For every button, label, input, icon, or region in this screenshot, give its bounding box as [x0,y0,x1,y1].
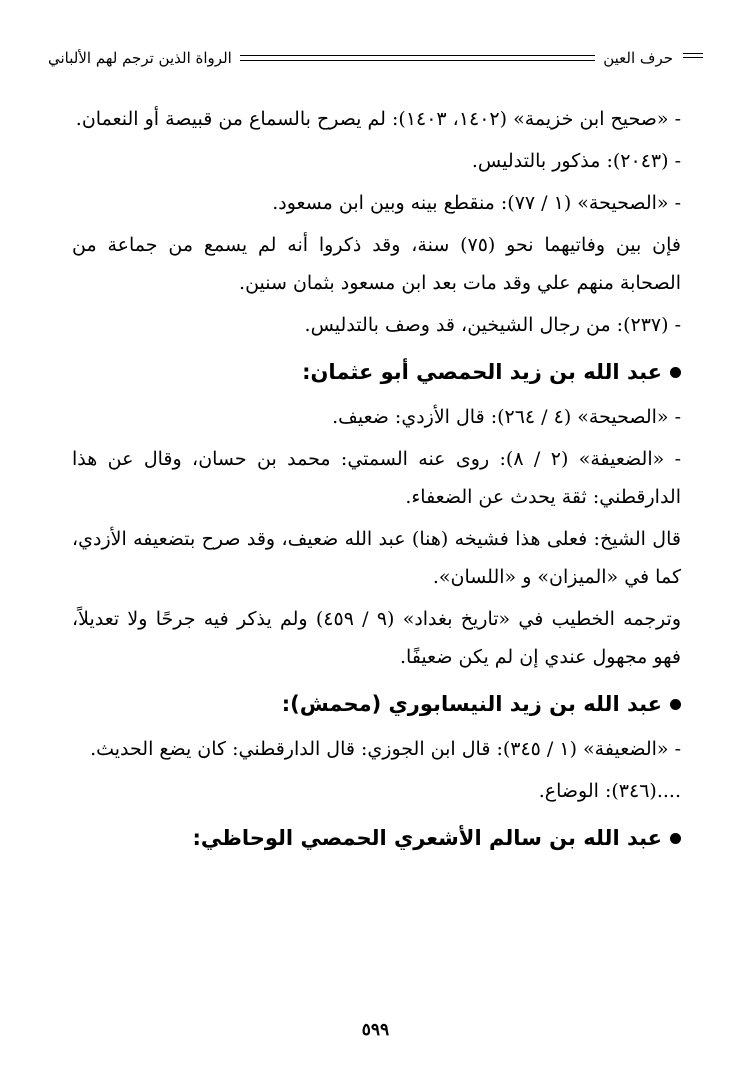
narrator-heading [72,818,681,858]
body-paragraph: فإن بين وفاتيهما نحو (٧٥) سنة، وقد ذكروا أنه لم يسمع من جماعة من الصحابة منهم علي وقد مات بعد ابن مسعود بثمان سنين. [72,234,681,294]
narrator-heading [72,684,681,724]
entry-line: - «الضعيفة» (٢ / ٨): روى عنه السمتي: محمد بن حسان، وقال عن هذا الدارقطني: ثقة يحدث عن الضعفاء. [72,448,682,508]
entry-line: - «صحيح ابن خزيمة» (١٤٠٢، ١٤٠٣): لم يصرح بالسماع من قبيصة أو النعمان. [75,108,681,130]
book-title: الرواة الذين ترجم لهم الألباني [48,49,232,67]
entry-line: - «الضعيفة» (١ / ٣٤٥): قال ابن الجوزي: قال الدارقطني: كان يضع الحديث. [90,738,681,760]
body-paragraph: قال الشيخ: فعلى هذا فشيخه (هنا) عبد الله ضعيف، وقد صرح بتضعيفه الأزدي، كما في «الميزان» و «اللسان». [72,528,681,588]
entry-line: - «الصحيحة» (١ / ٧٧): منقطع بينه وبين ابن مسعود. [272,192,681,214]
entry-line: ....(٣٤٦): الوضاع. [538,780,681,802]
entry-line: - «الصحيحة» (٤ / ٢٦٤): قال الأزدي: ضعيف. [332,406,681,428]
entry-line: - (٢٠٤٣): مذكور بالتدليس. [471,150,681,172]
bullet-icon [670,367,681,378]
narrator-name: عبد الله بن زيد الحمصي أبو عثمان: [302,360,662,384]
entry-line: - (٢٣٧): من رجال الشيخين، قد وصف بالتدليس. [304,314,681,336]
chapter-title: حرف العين [603,49,673,67]
header-rule [240,55,595,61]
page-content [72,100,681,864]
bullet-icon [670,699,681,710]
running-header [48,46,673,70]
narrator-heading [72,352,681,392]
narrator-name: عبد الله بن زيد النيسابوري (محمش): [281,692,662,716]
page-number: ٥٩٩ [361,1020,390,1040]
body-paragraph: وترجمه الخطيب في «تاريخ بغداد» (٩ / ٤٥٩) ولم يذكر فيه جرحًا ولا تعديلاً، فهو مجهول عندي إن لم يكن ضعيفًا. [72,608,682,668]
header-dash-icon [683,50,703,61]
bullet-icon [670,833,681,844]
narrator-name: عبد الله بن سالم الأشعري الحمصي الوحاظي: [192,826,662,850]
